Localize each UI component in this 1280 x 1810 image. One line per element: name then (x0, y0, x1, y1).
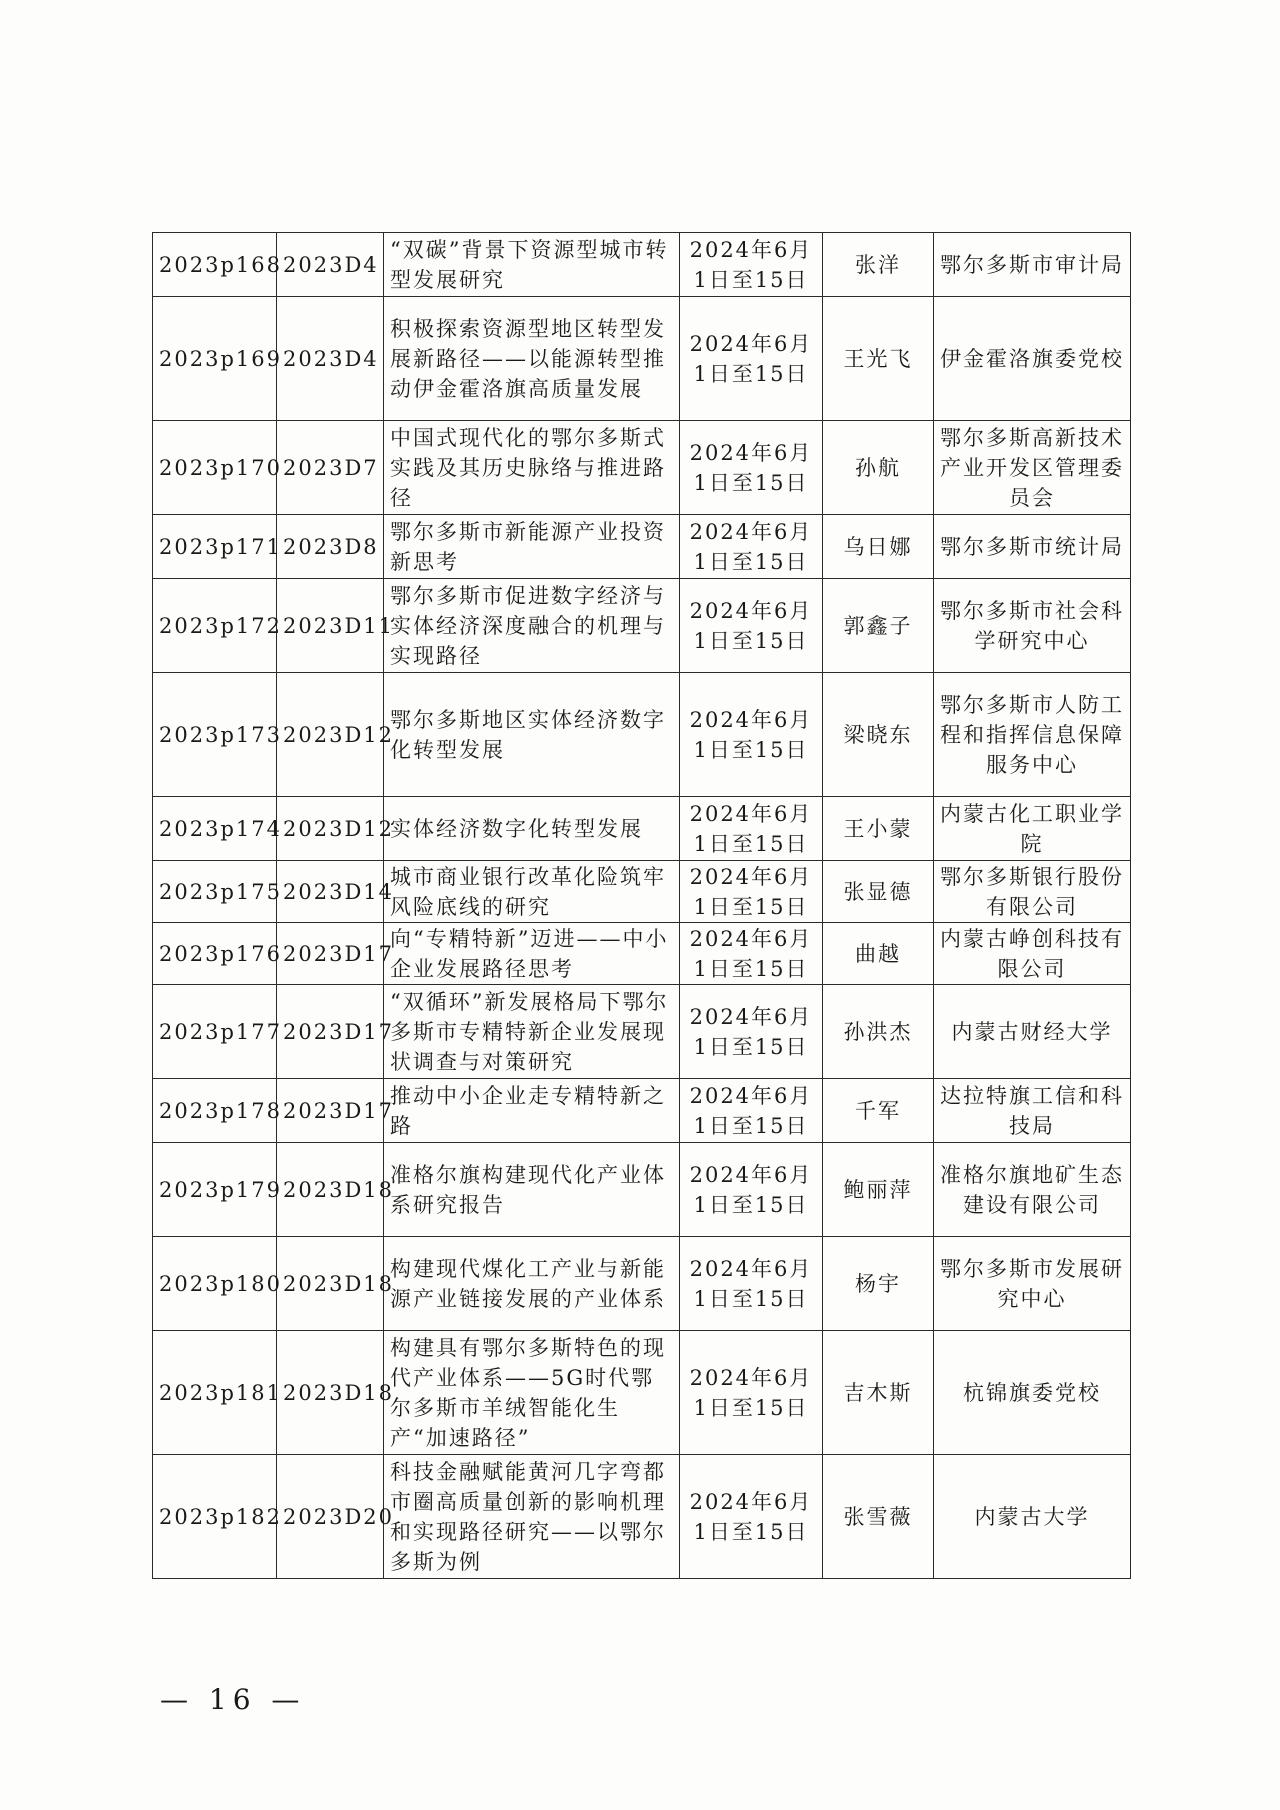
project-title: 实体经济数字化转型发展 (384, 797, 680, 861)
table-row (153, 1455, 1131, 1579)
table-row (153, 233, 1131, 297)
deadline-date: 2024年6月1日至15日 (680, 1143, 823, 1237)
table-row (153, 673, 1131, 797)
deadline-date: 2024年6月1日至15日 (680, 985, 823, 1079)
project-title: 准格尔旗构建现代化产业体系研究报告 (384, 1143, 680, 1237)
table-row (153, 297, 1131, 421)
work-unit: 鄂尔多斯市发展研究中心 (934, 1237, 1131, 1331)
project-id: 2023p176 (153, 923, 277, 985)
work-unit: 鄂尔多斯高新技术产业开发区管理委员会 (934, 421, 1131, 515)
work-unit: 内蒙古财经大学 (934, 985, 1131, 1079)
work-unit: 达拉特旗工信和科技局 (934, 1079, 1131, 1143)
project-title: “双循环”新发展格局下鄂尔多斯市专精特新企业发展现状调查与对策研究 (384, 985, 680, 1079)
work-unit: 鄂尔多斯市人防工程和指挥信息保障服务中心 (934, 673, 1131, 797)
author-name: 杨宇 (823, 1237, 934, 1331)
project-title: “双碳”背景下资源型城市转型发展研究 (384, 233, 680, 297)
topic-code: 2023D4 (277, 297, 384, 421)
project-id: 2023p173 (153, 673, 277, 797)
topic-code: 2023D18 (277, 1237, 384, 1331)
deadline-date: 2024年6月1日至15日 (680, 1237, 823, 1331)
author-name: 梁晓东 (823, 673, 934, 797)
topic-code: 2023D12 (277, 673, 384, 797)
author-name: 张雪薇 (823, 1455, 934, 1579)
project-title: 中国式现代化的鄂尔多斯式实践及其历史脉络与推进路径 (384, 421, 680, 515)
table-row (153, 421, 1131, 515)
table-row (153, 923, 1131, 985)
topic-code: 2023D7 (277, 421, 384, 515)
project-title: 积极探索资源型地区转型发展新路径——以能源转型推动伊金霍洛旗高质量发展 (384, 297, 680, 421)
table-row (153, 1143, 1131, 1237)
deadline-date: 2024年6月1日至15日 (680, 233, 823, 297)
work-unit: 鄂尔多斯市审计局 (934, 233, 1131, 297)
project-title: 科技金融赋能黄河几字弯都市圈高质量创新的影响机理和实现路径研究——以鄂尔多斯为例 (384, 1455, 680, 1579)
table-row (153, 1331, 1131, 1455)
deadline-date: 2024年6月1日至15日 (680, 297, 823, 421)
topic-code: 2023D17 (277, 985, 384, 1079)
project-title: 推动中小企业走专精特新之路 (384, 1079, 680, 1143)
work-unit: 伊金霍洛旗委党校 (934, 297, 1131, 421)
author-name: 千军 (823, 1079, 934, 1143)
author-name: 郭鑫子 (823, 579, 934, 673)
project-id: 2023p171 (153, 515, 277, 579)
author-name: 张洋 (823, 233, 934, 297)
author-name: 张显德 (823, 861, 934, 923)
work-unit: 内蒙古化工职业学院 (934, 797, 1131, 861)
topic-code: 2023D18 (277, 1143, 384, 1237)
work-unit: 鄂尔多斯银行股份有限公司 (934, 861, 1131, 923)
topic-code: 2023D20 (277, 1455, 384, 1579)
project-title: 构建现代煤化工产业与新能源产业链接发展的产业体系 (384, 1237, 680, 1331)
deadline-date: 2024年6月1日至15日 (680, 797, 823, 861)
project-id: 2023p175 (153, 861, 277, 923)
topic-code: 2023D12 (277, 797, 384, 861)
topic-code: 2023D8 (277, 515, 384, 579)
deadline-date: 2024年6月1日至15日 (680, 579, 823, 673)
project-title: 鄂尔多斯市促进数字经济与实体经济深度融合的机理与实现路径 (384, 579, 680, 673)
project-title: 鄂尔多斯地区实体经济数字化转型发展 (384, 673, 680, 797)
project-id: 2023p178 (153, 1079, 277, 1143)
topic-code: 2023D11 (277, 579, 384, 673)
author-name: 孙航 (823, 421, 934, 515)
work-unit: 内蒙古峥创科技有限公司 (934, 923, 1131, 985)
deadline-date: 2024年6月1日至15日 (680, 861, 823, 923)
work-unit: 杭锦旗委党校 (934, 1331, 1131, 1455)
topic-code: 2023D17 (277, 923, 384, 985)
author-name: 吉木斯 (823, 1331, 934, 1455)
project-table (152, 232, 1131, 1579)
project-id: 2023p181 (153, 1331, 277, 1455)
project-id: 2023p168 (153, 233, 277, 297)
author-name: 鲍丽萍 (823, 1143, 934, 1237)
project-id: 2023p170 (153, 421, 277, 515)
work-unit: 准格尔旗地矿生态建设有限公司 (934, 1143, 1131, 1237)
author-name: 曲越 (823, 923, 934, 985)
project-id: 2023p179 (153, 1143, 277, 1237)
project-id: 2023p182 (153, 1455, 277, 1579)
topic-code: 2023D18 (277, 1331, 384, 1455)
table-row (153, 797, 1131, 861)
deadline-date: 2024年6月1日至15日 (680, 1455, 823, 1579)
project-title: 构建具有鄂尔多斯特色的现代产业体系——5G时代鄂尔多斯市羊绒智能化生产“加速路径” (384, 1331, 680, 1455)
project-title: 城市商业银行改革化险筑牢风险底线的研究 (384, 861, 680, 923)
table-row (153, 861, 1131, 923)
deadline-date: 2024年6月1日至15日 (680, 421, 823, 515)
author-name: 孙洪杰 (823, 985, 934, 1079)
table-row (153, 1237, 1131, 1331)
author-name: 王光飞 (823, 297, 934, 421)
project-id: 2023p172 (153, 579, 277, 673)
work-unit: 鄂尔多斯市统计局 (934, 515, 1131, 579)
table-row (153, 579, 1131, 673)
table-row (153, 1079, 1131, 1143)
table-row (153, 985, 1131, 1079)
project-id: 2023p180 (153, 1237, 277, 1331)
topic-code: 2023D14 (277, 861, 384, 923)
deadline-date: 2024年6月1日至15日 (680, 673, 823, 797)
project-id: 2023p174 (153, 797, 277, 861)
project-id: 2023p177 (153, 985, 277, 1079)
topic-code: 2023D17 (277, 1079, 384, 1143)
author-name: 乌日娜 (823, 515, 934, 579)
project-id: 2023p169 (153, 297, 277, 421)
work-unit: 内蒙古大学 (934, 1455, 1131, 1579)
deadline-date: 2024年6月1日至15日 (680, 1331, 823, 1455)
page-number: — 16 — (160, 1683, 306, 1716)
project-title: 鄂尔多斯市新能源产业投资新思考 (384, 515, 680, 579)
topic-code: 2023D4 (277, 233, 384, 297)
deadline-date: 2024年6月1日至15日 (680, 1079, 823, 1143)
deadline-date: 2024年6月1日至15日 (680, 923, 823, 985)
work-unit: 鄂尔多斯市社会科学研究中心 (934, 579, 1131, 673)
table-row (153, 515, 1131, 579)
deadline-date: 2024年6月1日至15日 (680, 515, 823, 579)
author-name: 王小蒙 (823, 797, 934, 861)
project-title: 向“专精特新”迈进——中小企业发展路径思考 (384, 923, 680, 985)
